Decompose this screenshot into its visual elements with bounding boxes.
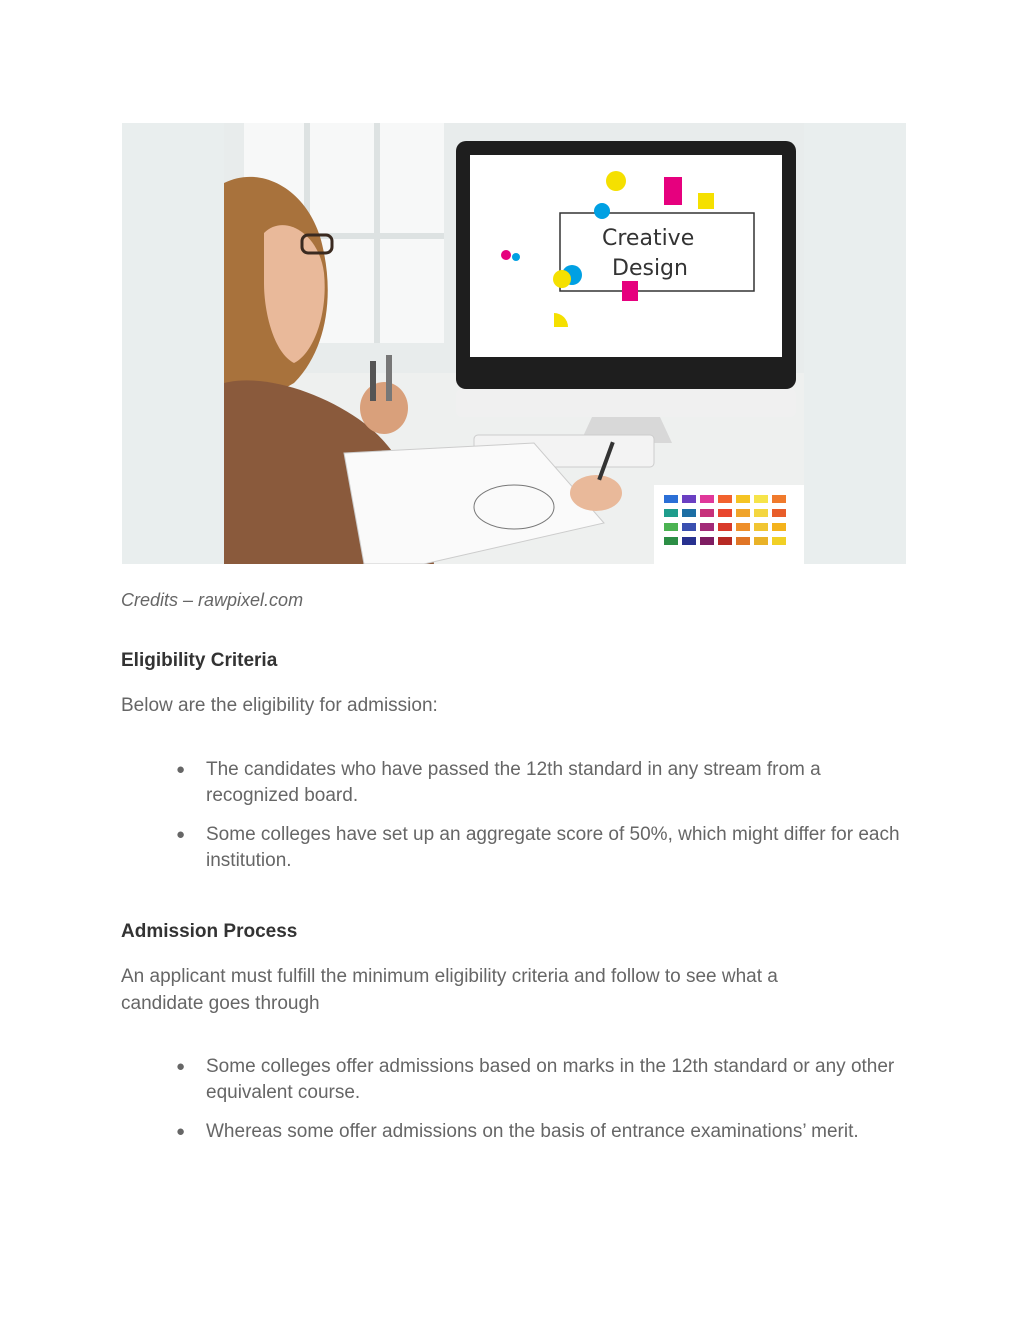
list-item-text: Whereas some offer admissions on the basis of entrance examinations’ merit.	[206, 1121, 859, 1142]
eligibility-heading: Eligibility Criteria	[121, 650, 278, 671]
bullet-icon: ●	[176, 1123, 186, 1140]
eligibility-intro: Below are the eligibility for admission:	[121, 695, 438, 716]
bullet-icon: ●	[176, 1058, 186, 1075]
list-item	[0, 1119, 906, 1145]
design-photo	[224, 123, 804, 564]
screen-text-design: Design	[612, 256, 688, 281]
admission-intro: An applicant must fulfill the minimum eligibility criteria and follow to see what a candidate goes through	[121, 966, 778, 1014]
list-item-text: Some colleges have set up an aggregate score of 50%, which might differ for each institution.	[206, 824, 900, 871]
list-item-text: The candidates who have passed the 12th standard in any stream from a recognized board.	[206, 759, 821, 806]
admission-list	[0, 1054, 906, 1158]
list-item	[0, 757, 906, 809]
admission-heading: Admission Process	[121, 921, 298, 942]
photo-illustration	[224, 123, 804, 564]
list-item	[0, 822, 906, 874]
image-caption: Credits – rawpixel.com	[121, 590, 304, 610]
eligibility-list	[0, 757, 906, 887]
hero-figure	[122, 123, 906, 564]
screen-text-creative: Creative	[602, 226, 695, 251]
bullet-icon: ●	[176, 761, 186, 778]
color-swatch	[654, 485, 804, 564]
list-item	[0, 1054, 906, 1106]
bullet-icon: ●	[176, 826, 186, 843]
list-item-text: Some colleges offer admissions based on marks in the 12th standard or any other equivalent course.	[206, 1056, 895, 1103]
